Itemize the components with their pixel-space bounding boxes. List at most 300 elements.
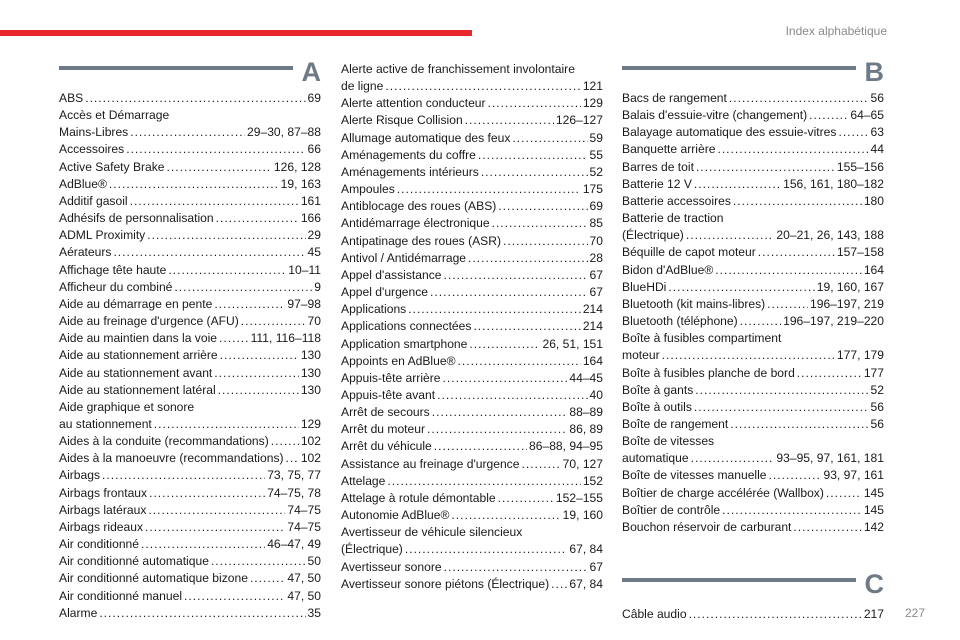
- index-entry-label: Air conditionné manuel: [59, 588, 183, 603]
- index-entry: [341, 147, 603, 164]
- index-entry-pages: 50: [307, 554, 321, 569]
- index-entry: [341, 456, 603, 473]
- index-entry-label: Bidon d'AdBlue®: [622, 262, 714, 277]
- index-entry: [622, 467, 884, 484]
- index-entry-line: [59, 262, 321, 279]
- index-entry-line: [622, 107, 884, 124]
- index-entry-label: Boîte à gants: [622, 382, 694, 397]
- dot-leader: [691, 450, 775, 467]
- index-entry-label: Adhésifs de personnalisation: [59, 211, 214, 226]
- index-entry-label: Affichage tête haute: [59, 262, 167, 277]
- index-entry-label: Arrêt du moteur: [341, 422, 426, 437]
- index-entry-pages: 69: [307, 91, 321, 105]
- index-entry-label: ADML Proximity: [59, 228, 146, 243]
- index-entry: [59, 450, 321, 467]
- index-entry-pages: 45: [307, 245, 321, 260]
- index-entry-label: Aide au maintien dans la voie: [59, 331, 217, 346]
- index-entry-label: Aménagements intérieurs: [341, 164, 479, 179]
- index-entry-label: de ligne: [341, 79, 384, 94]
- index-entry-label: (Électrique): [622, 228, 684, 243]
- dot-leader: [512, 130, 587, 147]
- index-entry: [341, 284, 603, 301]
- index-entry-line: [341, 301, 603, 318]
- index-entry-line: [622, 467, 884, 484]
- index-entry-label: moteur: [622, 348, 660, 363]
- dot-leader: [492, 215, 588, 232]
- index-entry-line: [341, 404, 603, 421]
- index-entry-label: Aide au stationnement latéral: [59, 382, 216, 397]
- index-entry-line: [59, 279, 321, 296]
- index-entry-label: Application smartphone: [341, 336, 468, 351]
- index-entry: [59, 433, 321, 450]
- index-entry-line: [59, 502, 321, 519]
- index-entry-line: [622, 159, 884, 176]
- index-entry-label: Airbags rideaux: [59, 519, 144, 534]
- index-entry-line: [341, 147, 603, 164]
- index-entry: [341, 267, 603, 284]
- index-entry: [59, 382, 321, 399]
- index-entry-line: [622, 124, 884, 141]
- index-entry-pages: 142: [863, 519, 884, 534]
- index-entry-label: Aménagements du coffre: [341, 147, 476, 162]
- index-entry: [622, 262, 884, 279]
- dot-leader: [437, 387, 587, 404]
- dot-leader: [689, 606, 862, 623]
- index-entry-pages: 156, 161, 180–182: [783, 176, 884, 191]
- index-entry-line: [59, 467, 321, 484]
- index-entry: [341, 421, 603, 438]
- index-entry-label: Antivol / Antidémarrage: [341, 250, 467, 265]
- index-entry-line: [59, 605, 321, 622]
- dot-leader: [148, 502, 285, 519]
- page-header-title: Index alphabétique: [785, 24, 887, 38]
- dot-leader: [478, 147, 588, 164]
- index-entry-label: Boîte de rangement: [622, 416, 729, 431]
- index-entry-label: Afficheur du combiné: [59, 279, 173, 294]
- index-entry: [622, 313, 884, 330]
- index-entry-pages: 97–98: [287, 296, 321, 311]
- index-entry: [59, 330, 321, 347]
- index-entry: [59, 296, 321, 313]
- index-entry: [59, 244, 321, 261]
- index-entry-pages: 19, 160: [562, 508, 603, 523]
- index-entry: [341, 559, 603, 576]
- dot-leader: [769, 467, 822, 484]
- index-entry-label: Airbags: [59, 468, 101, 483]
- index-entry: [622, 296, 884, 313]
- index-entry: [622, 90, 884, 107]
- index-entry-line: [341, 181, 603, 198]
- index-entry-pages: 56: [870, 399, 884, 414]
- index-entry-label: Aide au démarrage en pente: [59, 296, 213, 311]
- index-entry: [59, 570, 321, 587]
- index-entry-label: Aides à la conduite (recommandations): [59, 434, 269, 449]
- index-entry-line: [59, 485, 321, 502]
- dot-leader: [444, 559, 588, 576]
- dot-leader: [695, 382, 868, 399]
- index-entry-line: [622, 296, 884, 313]
- index-entry-pages: 129: [300, 416, 321, 431]
- index-entry-pages: 29–30, 87–88: [247, 125, 321, 140]
- index-entry-label: Aide au stationnement avant: [59, 365, 213, 380]
- section-rule: [59, 66, 293, 70]
- dot-leader: [498, 490, 554, 507]
- index-entry-pages: 166: [300, 211, 321, 226]
- index-entry-label: Autonomie AdBlue®: [341, 508, 450, 523]
- index-entry-pages: 70, 127: [562, 456, 603, 471]
- index-entry-heading: Boîte de vitesses: [622, 434, 715, 449]
- index-entry-line: [59, 296, 321, 313]
- index-entry: [622, 124, 884, 141]
- index-entry-label: Appuis-tête avant: [341, 387, 436, 402]
- index-entry-pages: 102: [300, 434, 321, 449]
- index-entry-label: Boîte à fusibles planche de bord: [622, 365, 795, 380]
- dot-leader: [498, 198, 587, 215]
- index-entry: [341, 370, 603, 387]
- index-entry-pages: 214: [582, 302, 603, 317]
- index-entry-pages: 70: [589, 233, 603, 248]
- index-entry-line: [341, 421, 603, 438]
- index-entry-line: [341, 387, 603, 404]
- dot-leader: [465, 112, 554, 129]
- index-entry-pages: 19, 160, 167: [816, 279, 884, 294]
- dot-leader: [102, 467, 265, 484]
- dot-leader: [551, 576, 567, 593]
- index-entry-pages: 129: [582, 96, 603, 111]
- dot-leader: [408, 301, 581, 318]
- index-entry-pages: 86, 89: [569, 422, 603, 437]
- index-entry-pages: 196–197, 219–220: [783, 314, 884, 329]
- index-entry-line: [59, 313, 321, 330]
- dot-leader: [241, 313, 306, 330]
- index-entry-line: [59, 210, 321, 227]
- index-entry: [59, 485, 321, 502]
- index-entry-line: [341, 130, 603, 147]
- index-entry: [622, 107, 884, 124]
- index-entry-label: Bacs de rangement: [622, 91, 727, 105]
- index-entry-pages: 67: [589, 559, 603, 574]
- index-entry: [59, 605, 321, 622]
- index-entry-line: [622, 262, 884, 279]
- index-entry-line: [341, 284, 603, 301]
- index-entry-pages: 66: [307, 142, 321, 157]
- index-column-1: [59, 57, 321, 622]
- dot-leader: [250, 570, 285, 587]
- dot-leader: [427, 421, 567, 438]
- index-entry: [59, 519, 321, 536]
- index-entry-pages: 93, 97, 161: [823, 468, 884, 483]
- index-entry-line: [341, 507, 603, 524]
- dot-leader: [442, 370, 567, 387]
- index-entry-line: [622, 347, 884, 364]
- index-entry-line: [59, 141, 321, 158]
- index-entry: [59, 553, 321, 570]
- index-entry: [341, 576, 603, 593]
- dot-leader: [826, 485, 862, 502]
- index-entry-label: Bouchon réservoir de carburant: [622, 519, 792, 534]
- index-entry-line: [622, 90, 884, 107]
- index-entry-pages: 46–47, 49: [267, 537, 321, 552]
- index-entry-line: [622, 279, 884, 296]
- index-entry-pages: 74–75: [287, 519, 321, 534]
- dot-leader: [662, 347, 835, 364]
- dot-leader: [469, 336, 540, 353]
- dot-leader: [758, 244, 835, 261]
- index-entry-pages: 152–155: [555, 490, 603, 505]
- dot-leader: [730, 416, 868, 433]
- dot-leader: [521, 456, 560, 473]
- dot-leader: [432, 404, 568, 421]
- index-entry-label: Applications connectées: [341, 319, 472, 334]
- index-entry: [341, 301, 603, 318]
- index-entry-line: [59, 90, 321, 107]
- index-entry-label: Attelage à rotule démontable: [341, 490, 496, 505]
- index-entry-line: [622, 176, 884, 193]
- dot-leader: [130, 124, 245, 141]
- index-entry: [622, 365, 884, 382]
- index-entry-line: [622, 244, 884, 261]
- index-entry: [622, 433, 884, 467]
- index-entry-line: [622, 485, 884, 502]
- index-entry-pages: 164: [582, 353, 603, 368]
- dot-leader: [434, 438, 527, 455]
- index-entry-pages: 40: [589, 387, 603, 402]
- index-entry-pages: 126, 128: [273, 159, 321, 174]
- index-entry-line: [341, 112, 603, 129]
- index-entry-pages: 52: [870, 382, 884, 397]
- index-entry: [341, 233, 603, 250]
- index-entry: [341, 490, 603, 507]
- index-entry-label: Avertisseur sonore piétons (Électrique): [341, 576, 550, 591]
- index-entry-line: [622, 502, 884, 519]
- index-entry: [59, 347, 321, 364]
- index-entry-label: Air conditionné: [59, 537, 140, 552]
- index-entry-label: au stationnement: [59, 416, 152, 431]
- index-entry-pages: 9: [314, 279, 321, 294]
- index-entry: [59, 159, 321, 176]
- index-entry-heading: Batterie de traction: [622, 211, 724, 226]
- index-entry-line: [341, 438, 603, 455]
- dot-leader: [793, 519, 861, 536]
- index-column-3: [622, 57, 884, 623]
- index-entry-line: [341, 336, 603, 353]
- index-entry-line: [341, 215, 603, 232]
- section-rule: [622, 66, 856, 70]
- dot-leader: [488, 95, 581, 112]
- index-entry-pages: 85: [589, 216, 603, 231]
- index-entry: [59, 107, 321, 141]
- dot-leader: [809, 107, 848, 124]
- index-entry-label: Boîtier de contrôle: [622, 502, 721, 517]
- index-entry: [341, 353, 603, 370]
- header-accent-bar: [0, 30, 472, 36]
- index-entry: [341, 404, 603, 421]
- index-entry-label: Aide au freinage d'urgence (AFU): [59, 314, 239, 329]
- index-entry-label: automatique: [622, 451, 689, 466]
- index-entry-pages: 55: [589, 147, 603, 162]
- index-entry-label: Boîte de vitesses manuelle: [622, 468, 767, 483]
- index-entry: [341, 250, 603, 267]
- index-entry: [59, 227, 321, 244]
- index-entry: [622, 330, 884, 364]
- index-entry: [341, 336, 603, 353]
- index-entry-pages: 67, 84: [569, 542, 603, 557]
- index-entry: [341, 318, 603, 335]
- index-entry-label: Antiblocage des roues (ABS): [341, 199, 497, 214]
- dot-leader: [722, 502, 862, 519]
- dot-leader: [184, 588, 285, 605]
- index-entry: [622, 606, 884, 623]
- index-entry-pages: 26, 51, 151: [542, 336, 603, 351]
- index-entry-line: [341, 250, 603, 267]
- index-entry-pages: 74–75: [287, 502, 321, 517]
- dot-leader: [443, 267, 587, 284]
- index-entry-pages: 70: [307, 314, 321, 329]
- index-entry-label: Bluetooth (téléphone): [622, 314, 738, 329]
- index-entry-label: Boîte à outils: [622, 399, 692, 414]
- index-entry-heading: Alerte active de franchissement involontaire: [341, 62, 575, 76]
- index-entry-line: [59, 450, 321, 467]
- index-entry-pages: 64–65: [850, 108, 884, 123]
- index-entry-label: Active Safety Brake: [59, 159, 165, 174]
- index-entry-line: [341, 95, 603, 112]
- index-entry-label: Balayage automatique des essuie-vitres: [622, 125, 837, 140]
- index-entry-pages: 86–88, 94–95: [529, 439, 603, 454]
- index-entry-label: Câble audio: [622, 607, 687, 622]
- index-entry-label: Ampoules: [341, 182, 395, 197]
- index-entry: [341, 95, 603, 112]
- index-entry-line: [59, 365, 321, 382]
- index-entry-label: Arrêt du véhicule: [341, 439, 432, 454]
- index-entry: [59, 365, 321, 382]
- index-entry-label: Appel d'urgence: [341, 285, 429, 300]
- index-entry-line: [622, 416, 884, 433]
- index-entry-label: Allumage automatique des feux: [341, 130, 511, 145]
- index-entry-label: Appoints en AdBlue®: [341, 353, 456, 368]
- index-entry-line: [59, 330, 321, 347]
- index-entry: [341, 181, 603, 198]
- index-entry: [622, 279, 884, 296]
- index-entry: [59, 279, 321, 296]
- index-entry-pages: 19, 163: [280, 176, 321, 191]
- index-entry-label: Airbags latéraux: [59, 502, 147, 517]
- dot-leader: [503, 233, 588, 250]
- index-entry: [341, 438, 603, 455]
- index-entry-label: Airbags frontaux: [59, 485, 148, 500]
- dot-leader: [168, 262, 286, 279]
- dot-leader: [715, 262, 862, 279]
- index-entry-pages: 145: [863, 485, 884, 500]
- index-entry: [341, 507, 603, 524]
- index-entry-pages: 67, 84: [569, 576, 603, 591]
- index-entry-pages: 196–197, 219: [810, 296, 884, 311]
- index-entry: [341, 164, 603, 181]
- index-entry-label: Mains-Libres: [59, 125, 129, 140]
- index-entry-line: [622, 606, 884, 623]
- dot-leader: [686, 227, 775, 244]
- index-entry-pages: 56: [870, 91, 884, 105]
- index-entry-label: BlueHDi: [622, 279, 667, 294]
- dot-leader: [220, 347, 299, 364]
- index-entry-label: Appuis-tête arrière: [341, 370, 441, 385]
- index-entry: [59, 262, 321, 279]
- index-entry-label: Barres de toit: [622, 159, 694, 174]
- index-entry-line: [59, 416, 321, 433]
- dot-leader: [214, 365, 299, 382]
- index-entry-line: [341, 318, 603, 335]
- index-entry-line: [59, 227, 321, 244]
- index-entry-line: [341, 490, 603, 507]
- index-entry-pages: 59: [589, 130, 603, 145]
- index-entry: [59, 176, 321, 193]
- index-entry: [622, 244, 884, 261]
- index-entry-label: Béquille de capot moteur: [622, 245, 756, 260]
- index-entry-label: Arrêt de secours: [341, 405, 430, 420]
- index-entry-label: Applications: [341, 302, 407, 317]
- index-entry-pages: 44–45: [569, 370, 603, 385]
- index-entry-line: [622, 382, 884, 399]
- index-entry: [622, 416, 884, 433]
- section-rule: [622, 578, 856, 582]
- section-letter: B: [864, 57, 884, 87]
- dot-leader: [733, 193, 862, 210]
- index-entry-pages: 155–156: [836, 159, 884, 174]
- index-entry-pages: 130: [300, 348, 321, 363]
- dot-leader: [149, 485, 265, 502]
- dot-leader: [216, 210, 299, 227]
- index-entry-pages: 111, 116–118: [250, 331, 321, 346]
- index-entry-label: (Électrique): [341, 542, 403, 557]
- index-entry-pages: 56: [870, 416, 884, 431]
- dot-leader: [130, 193, 299, 210]
- dot-leader: [694, 176, 781, 193]
- index-entry-heading: Aide graphique et sonore: [59, 399, 195, 414]
- index-entry-pages: 177, 179: [836, 348, 884, 363]
- index-entry-line: [622, 450, 884, 467]
- index-entry-line: [341, 78, 603, 95]
- dot-leader: [154, 416, 299, 433]
- section-letter: A: [301, 57, 321, 87]
- index-entry: [622, 399, 884, 416]
- dot-leader: [797, 365, 862, 382]
- index-entry-label: Bluetooth (kit mains-libres): [622, 296, 766, 311]
- dot-leader: [473, 318, 580, 335]
- section-header-a: [59, 57, 321, 90]
- index-entry-line: [622, 365, 884, 382]
- dot-leader: [286, 450, 299, 467]
- dot-leader: [387, 473, 580, 490]
- index-entry-label: Air conditionné automatique: [59, 554, 209, 569]
- dot-leader: [141, 536, 265, 553]
- index-entry-pages: 152: [582, 473, 603, 488]
- index-entry: [59, 313, 321, 330]
- dot-leader: [109, 176, 279, 193]
- index-entry-pages: 74–75, 78: [267, 485, 321, 500]
- index-entry-line: [622, 141, 884, 158]
- dot-leader: [767, 296, 808, 313]
- dot-leader: [694, 399, 869, 416]
- index-entry-label: Attelage: [341, 473, 386, 488]
- index-entry-pages: 177: [863, 365, 884, 380]
- index-entry-line: [622, 399, 884, 416]
- index-column-2: [341, 61, 603, 593]
- index-entry: [622, 159, 884, 176]
- dot-leader: [271, 433, 299, 450]
- index-entry-line: [341, 541, 603, 558]
- dot-leader: [219, 330, 249, 347]
- dot-leader: [211, 553, 306, 570]
- index-entry: [622, 176, 884, 193]
